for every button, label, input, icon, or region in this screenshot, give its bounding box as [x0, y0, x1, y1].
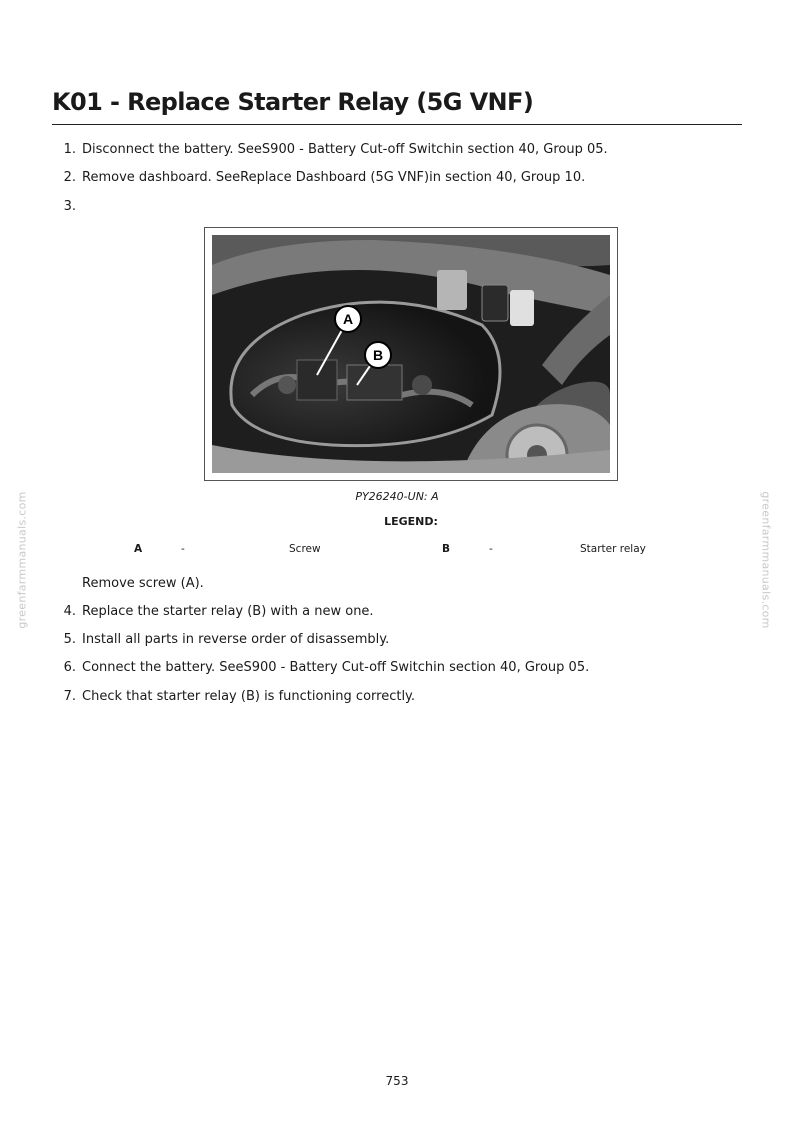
step-4	[62, 603, 374, 621]
step-text: Connect the battery. SeeS900 - Battery Cut-off Switchin section 40, Group 05.	[82, 660, 590, 675]
step-number: 7.	[63, 689, 76, 704]
dashboard-photo	[212, 235, 610, 473]
figure-caption: PY26240-UN: A	[355, 490, 439, 503]
step-number: 5.	[63, 632, 76, 647]
legend-key-b: B	[442, 543, 451, 555]
legend-dash-b: -	[489, 543, 493, 555]
callout-a-label: A	[342, 311, 354, 327]
page-title: K01 - Replace Starter Relay (5G VNF)	[52, 86, 742, 125]
watermark-left: greenfarmmanuals.com	[15, 491, 29, 629]
step-number: 3.	[63, 199, 76, 214]
step-text: Check that starter relay (B) is functioning correctly.	[82, 689, 416, 704]
step-6	[62, 659, 589, 677]
step-text: Replace the starter relay (B) with a new one.	[82, 604, 374, 619]
step-1	[62, 141, 608, 159]
step-2	[62, 169, 585, 187]
callout-b-label: B	[372, 347, 384, 363]
step-7	[62, 688, 415, 706]
page-number: 753	[385, 1074, 409, 1088]
step-text: Install all parts in reverse order of disassembly.	[82, 632, 390, 647]
watermark-right: greenfarmmanuals.com	[759, 491, 773, 629]
legend-label-b: Starter relay	[580, 543, 646, 555]
step-number: 1.	[63, 142, 76, 157]
step-text: Remove dashboard. SeeReplace Dashboard (5G VNF)in section 40, Group 10.	[82, 170, 586, 185]
step-3	[62, 198, 82, 216]
legend-dash-a: -	[181, 543, 185, 555]
substep-text: Remove screw (A).	[82, 576, 204, 591]
legend-title: LEGEND:	[384, 515, 438, 528]
step-5	[62, 631, 389, 649]
legend-key-a: A	[134, 543, 143, 555]
relay-photo-figure	[204, 227, 618, 481]
legend-label-a: Screw	[289, 543, 321, 555]
step-number: 2.	[63, 170, 76, 185]
step-number: 4.	[63, 604, 76, 619]
step-number: 6.	[63, 660, 76, 675]
step-text: Disconnect the battery. SeeS900 - Battery Cut-off Switchin section 40, Group 05.	[82, 142, 608, 157]
